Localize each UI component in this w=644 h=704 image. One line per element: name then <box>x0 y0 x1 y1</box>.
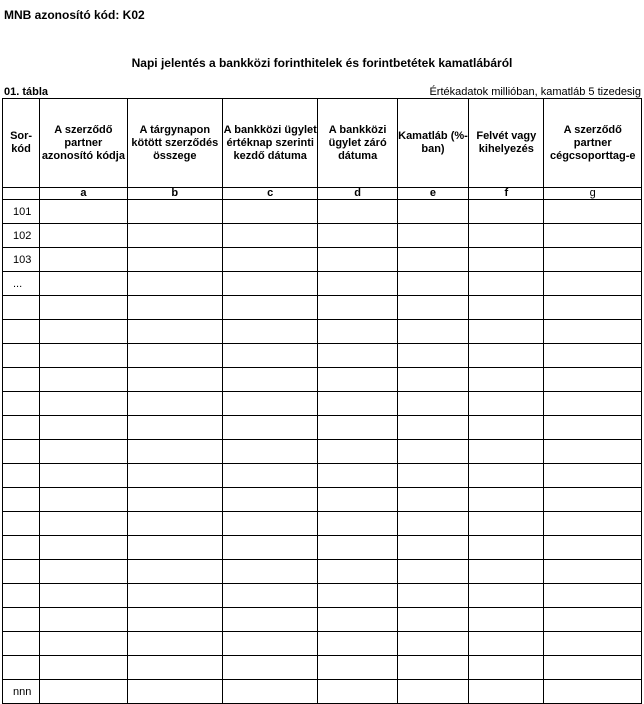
table-cell <box>40 440 127 464</box>
row-code <box>3 608 40 632</box>
report-table <box>2 98 642 704</box>
table-cell <box>397 224 468 248</box>
row-code <box>3 488 40 512</box>
table-cell <box>544 488 642 512</box>
table-cell <box>318 584 397 608</box>
table-row <box>3 416 642 440</box>
table-cell <box>544 584 642 608</box>
table-cell <box>223 200 318 224</box>
table-cell <box>469 224 544 248</box>
table-cell <box>127 632 222 656</box>
table-cell <box>127 512 222 536</box>
table-cell <box>544 464 642 488</box>
column-letter: d <box>318 188 397 200</box>
table-cell <box>223 416 318 440</box>
table-cell <box>544 224 642 248</box>
table-cell <box>544 656 642 680</box>
table-cell <box>469 344 544 368</box>
table-row <box>3 320 642 344</box>
row-code: 102 <box>3 224 40 248</box>
table-cell <box>318 344 397 368</box>
table-row <box>3 464 642 488</box>
table-cell <box>127 416 222 440</box>
table-cell <box>397 584 468 608</box>
table-cell <box>318 680 397 704</box>
table-cell <box>40 320 127 344</box>
table-cell <box>223 584 318 608</box>
table-row <box>3 368 642 392</box>
table-cell <box>40 536 127 560</box>
table-cell <box>318 488 397 512</box>
table-row <box>3 632 642 656</box>
table-cell <box>127 440 222 464</box>
table-cell <box>40 368 127 392</box>
table-cell <box>397 560 468 584</box>
table-cell <box>127 656 222 680</box>
column-header-amount: A tárgynapon kötött szerződés összege <box>127 99 222 188</box>
table-cell <box>127 680 222 704</box>
table-cell <box>127 464 222 488</box>
table-cell <box>223 536 318 560</box>
table-cell <box>40 488 127 512</box>
table-cell <box>40 680 127 704</box>
table-cell <box>544 392 642 416</box>
table-cell <box>318 392 397 416</box>
table-cell <box>397 512 468 536</box>
table-cell <box>397 680 468 704</box>
column-header-start-date: A bankközi ügylet értéknap szerinti kezdő dátuma <box>223 99 318 188</box>
table-cell <box>397 608 468 632</box>
table-cell <box>223 632 318 656</box>
table-cell <box>40 560 127 584</box>
table-cell <box>469 368 544 392</box>
table-cell <box>397 656 468 680</box>
row-code <box>3 368 40 392</box>
table-cell <box>544 632 642 656</box>
column-header-direction: Felvét vagy kihelyezés <box>469 99 544 188</box>
form-code: MNB azonosító kód: K02 <box>4 8 145 22</box>
table-cell <box>127 320 222 344</box>
table-cell <box>544 272 642 296</box>
table-cell <box>127 272 222 296</box>
table-cell <box>544 368 642 392</box>
table-cell <box>544 296 642 320</box>
table-cell <box>544 320 642 344</box>
table-cell <box>544 344 642 368</box>
table-row <box>3 656 642 680</box>
table-cell <box>223 344 318 368</box>
table-cell <box>397 416 468 440</box>
table-cell <box>397 464 468 488</box>
table-row <box>3 248 642 272</box>
table-cell <box>223 320 318 344</box>
table-cell <box>223 392 318 416</box>
column-letter: b <box>127 188 222 200</box>
table-cell <box>318 560 397 584</box>
table-row <box>3 488 642 512</box>
table-row <box>3 608 642 632</box>
table-cell <box>318 248 397 272</box>
table-cell <box>40 248 127 272</box>
units-note: Értékadatok millióban, kamatláb 5 tizedesig <box>429 86 641 98</box>
row-code <box>3 632 40 656</box>
table-cell <box>127 392 222 416</box>
column-letter: g <box>544 188 642 200</box>
table-cell <box>318 536 397 560</box>
table-row <box>3 536 642 560</box>
table-cell <box>223 272 318 296</box>
table-cell <box>223 248 318 272</box>
table-cell <box>223 680 318 704</box>
row-code <box>3 416 40 440</box>
row-code <box>3 440 40 464</box>
table-cell <box>127 368 222 392</box>
table-cell <box>397 320 468 344</box>
report-title: Napi jelentés a bankközi forinthitelek és forintbetétek kamatlábáról <box>131 56 513 70</box>
table-cell <box>127 200 222 224</box>
table-cell <box>397 272 468 296</box>
table-cell <box>397 296 468 320</box>
table-cell <box>397 368 468 392</box>
row-code: 101 <box>3 200 40 224</box>
table-cell <box>127 296 222 320</box>
table-cell <box>318 440 397 464</box>
table-row <box>3 680 642 704</box>
table-cell <box>469 464 544 488</box>
table-cell <box>318 368 397 392</box>
table-cell <box>469 248 544 272</box>
column-letter: a <box>40 188 127 200</box>
row-code: 103 <box>3 248 40 272</box>
table-cell <box>223 224 318 248</box>
table-cell <box>544 560 642 584</box>
row-code <box>3 296 40 320</box>
table-row <box>3 344 642 368</box>
table-cell <box>544 200 642 224</box>
table-cell <box>544 608 642 632</box>
table-cell <box>318 416 397 440</box>
table-cell <box>397 632 468 656</box>
table-row <box>3 272 642 296</box>
table-cell <box>127 536 222 560</box>
table-cell <box>40 608 127 632</box>
table-cell <box>127 224 222 248</box>
table-cell <box>40 344 127 368</box>
table-cell <box>397 344 468 368</box>
table-cell <box>469 584 544 608</box>
table-cell <box>40 392 127 416</box>
column-letter <box>3 188 40 200</box>
table-cell <box>469 560 544 584</box>
table-cell <box>469 296 544 320</box>
table-cell <box>223 656 318 680</box>
column-header-partner-id: A szerződő partner azonosító kódja <box>40 99 127 188</box>
row-code <box>3 584 40 608</box>
table-cell <box>544 440 642 464</box>
table-cell <box>397 536 468 560</box>
table-cell <box>318 512 397 536</box>
table-cell <box>397 488 468 512</box>
column-header-interest-rate: Kamatláb (%-ban) <box>397 99 468 188</box>
table-cell <box>469 440 544 464</box>
table-cell <box>397 392 468 416</box>
table-row <box>3 560 642 584</box>
table-cell <box>397 248 468 272</box>
table-cell <box>544 512 642 536</box>
table-cell <box>223 464 318 488</box>
table-cell <box>127 608 222 632</box>
table-cell <box>469 512 544 536</box>
table-cell <box>469 680 544 704</box>
table-cell <box>223 488 318 512</box>
row-code <box>3 344 40 368</box>
column-letter: e <box>397 188 468 200</box>
table-cell <box>469 320 544 344</box>
row-code <box>3 392 40 416</box>
table-cell <box>40 584 127 608</box>
table-cell <box>223 440 318 464</box>
row-code <box>3 536 40 560</box>
table-cell <box>397 200 468 224</box>
table-cell <box>318 296 397 320</box>
table-cell <box>469 272 544 296</box>
row-code <box>3 560 40 584</box>
table-cell <box>544 680 642 704</box>
table-row <box>3 296 642 320</box>
table-cell <box>469 416 544 440</box>
table-row <box>3 392 642 416</box>
table-row <box>3 440 642 464</box>
table-cell <box>40 656 127 680</box>
row-code: nnn <box>3 680 40 704</box>
table-cell <box>318 200 397 224</box>
table-cell <box>318 632 397 656</box>
table-cell <box>40 416 127 440</box>
table-cell <box>544 248 642 272</box>
row-code <box>3 320 40 344</box>
table-cell <box>397 440 468 464</box>
table-cell <box>318 656 397 680</box>
table-row <box>3 200 642 224</box>
table-cell <box>469 608 544 632</box>
table-cell <box>223 296 318 320</box>
table-cell <box>40 224 127 248</box>
table-cell <box>318 224 397 248</box>
table-cell <box>318 272 397 296</box>
table-cell <box>40 632 127 656</box>
table-cell <box>127 248 222 272</box>
table-cell <box>40 200 127 224</box>
table-cell <box>318 608 397 632</box>
column-header-group-member: A szerződő partner cégcsoporttag-e <box>544 99 642 188</box>
column-header-sorkod <box>3 99 40 188</box>
column-header-end-date: A bankközi ügylet záró dátuma <box>318 99 397 188</box>
row-code <box>3 464 40 488</box>
table-cell <box>223 368 318 392</box>
table-cell <box>127 344 222 368</box>
table-row <box>3 224 642 248</box>
table-cell <box>469 200 544 224</box>
table-cell <box>223 560 318 584</box>
table-cell <box>544 416 642 440</box>
column-letter: c <box>223 188 318 200</box>
table-name: 01. tábla <box>4 86 49 98</box>
row-code: ... <box>3 272 40 296</box>
table-cell <box>469 656 544 680</box>
table-cell <box>223 512 318 536</box>
table-cell <box>318 464 397 488</box>
table-cell <box>469 392 544 416</box>
table-cell <box>40 464 127 488</box>
row-code <box>3 656 40 680</box>
table-cell <box>469 488 544 512</box>
table-cell <box>318 320 397 344</box>
table-cell <box>469 536 544 560</box>
row-code <box>3 512 40 536</box>
table-cell <box>127 584 222 608</box>
table-cell <box>223 608 318 632</box>
sorkod-label: Sor- kód <box>10 130 33 155</box>
column-letter: f <box>469 188 544 200</box>
table-cell <box>40 272 127 296</box>
table-body <box>3 200 642 704</box>
table-cell <box>127 560 222 584</box>
table-cell <box>469 632 544 656</box>
table-row <box>3 512 642 536</box>
table-cell <box>40 512 127 536</box>
table-cell <box>40 296 127 320</box>
table-cell <box>544 536 642 560</box>
table-cell <box>127 488 222 512</box>
table-row <box>3 584 642 608</box>
